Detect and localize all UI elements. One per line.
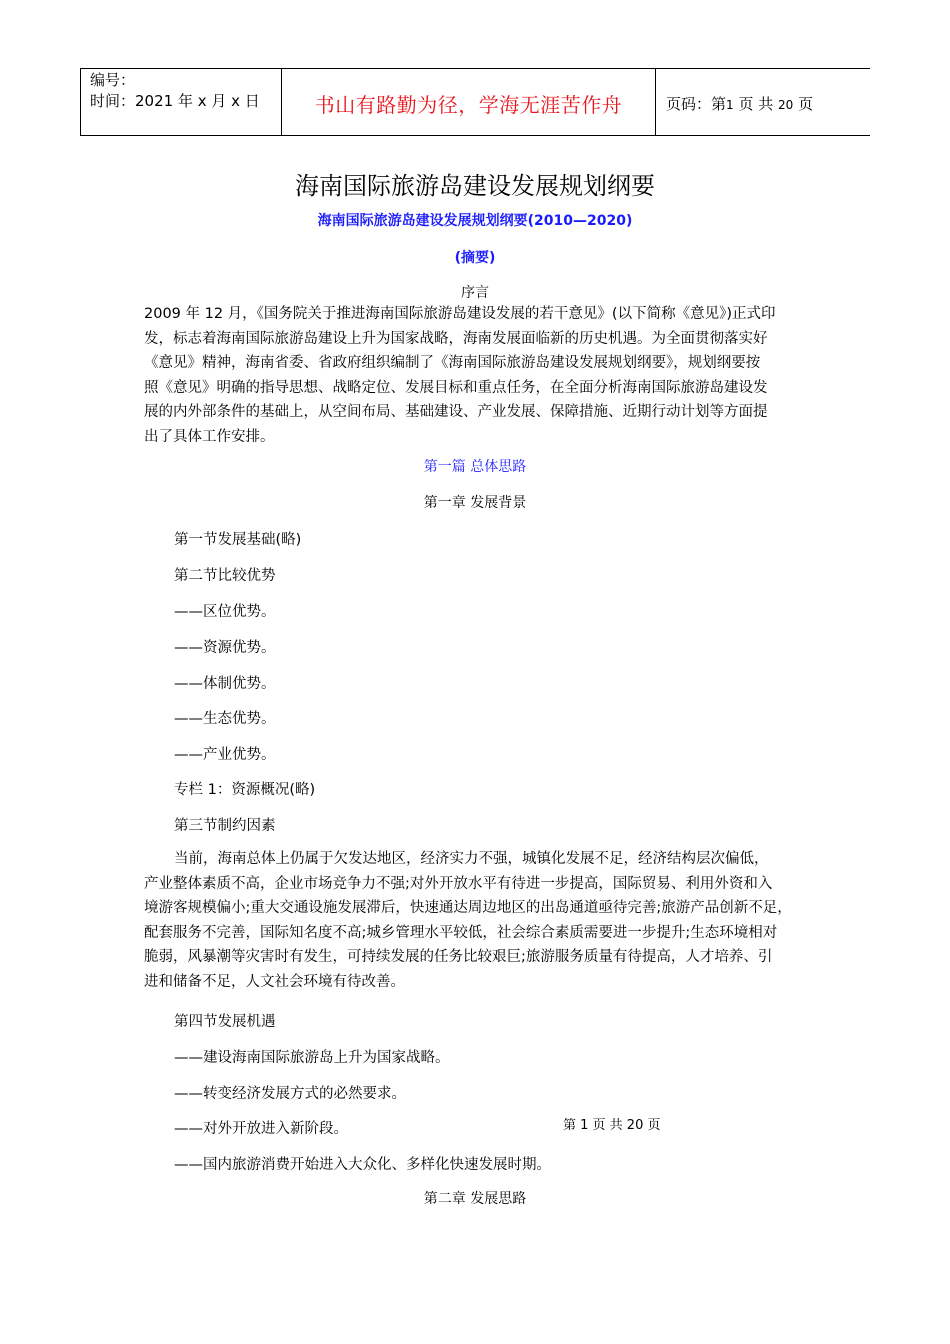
advantage-item: ——区位优势。 bbox=[174, 604, 276, 620]
section-heading: 第三节制约因素 bbox=[174, 818, 276, 834]
preface-line: 照《意见》明确的指导思想、战略定位、发展目标和重点任务，在全面分析海南国际旅游岛建设发 bbox=[144, 379, 768, 396]
opportunity-item: ——对外开放进入新阶段。 bbox=[174, 1121, 348, 1137]
document-number-label: 编号： bbox=[90, 71, 136, 89]
chapter1-heading: 第一章 发展背景 bbox=[423, 495, 527, 511]
advantage-item: ——产业优势。 bbox=[174, 747, 276, 763]
section-heading: 第二节比较优势 bbox=[174, 568, 276, 584]
footer-page-number: 第 1 页 共 20 页 bbox=[563, 1118, 661, 1133]
preface-line: 《意见》精神，海南省委、省政府组织编制了《海南国际旅游岛建设发展规划纲要》，规划纲要按 bbox=[144, 355, 761, 371]
constraints-line: 配套服务不完善，国际知名度不高;城乡管理水平较低，社会综合素质需要进一步提升;生态环境相对 bbox=[144, 924, 778, 941]
column-note: 专栏 1：资源概况(略) bbox=[174, 782, 316, 798]
header-motto-cell bbox=[282, 69, 656, 135]
document-time-label: 时间：2021 年 x 月 x 日 bbox=[90, 92, 260, 110]
constraints-line: 境游客规模偏小;重大交通设施发展滞后，快速通达周边地区的出岛通道亟待完善;旅游产品创新不足， bbox=[144, 900, 792, 916]
section-heading: 第一节发展基础(略) bbox=[174, 532, 302, 548]
constraints-line: 脆弱，风暴潮等灾害时有发生，可持续发展的任务比较艰巨;旅游服务质量有待提高，人才培养、引 bbox=[144, 949, 773, 965]
page-code-mid: 页 共 bbox=[738, 95, 774, 113]
page-code-current: 1 bbox=[726, 98, 734, 112]
advantage-item: ——生态优势。 bbox=[174, 711, 276, 727]
page-code-prefix: 页码：第 bbox=[666, 95, 727, 113]
preface-line: 展的内外部条件的基础上，从空间布局、基础建设、产业发展、保障措施、近期行动计划等方面提 bbox=[144, 404, 768, 420]
constraints-line: 进和储备不足，人文社会环境有待改善。 bbox=[144, 973, 405, 990]
preface-paragraph bbox=[144, 302, 776, 449]
opportunity-item: ——国内旅游消费开始进入大众化、多样化快速发展时期。 bbox=[174, 1157, 551, 1173]
constraints-line: 产业整体素质不高，企业市场竞争力不强;对外开放水平有待进一步提高，国际贸易、利用外资和入 bbox=[144, 875, 773, 892]
preface-line: 发，标志着海南国际旅游岛建设上升为国家战略，海南发展面临新的历史机遇。为全面贯彻落实好 bbox=[144, 330, 768, 347]
preface-line: 出了具体工作安排。 bbox=[144, 428, 275, 445]
header-page-cell bbox=[656, 69, 870, 135]
part1-heading: 第一篇 总体思路 bbox=[423, 459, 527, 475]
preface-line: 2009 年 12 月，《国务院关于推进海南国际旅游岛建设发展的若干意见》(以下简称《意见》)正式印 bbox=[144, 306, 776, 322]
constraints-line: 当前，海南总体上仍属于欠发达地区，经济实力不强，城镇化发展不足，经济结构层次偏低， bbox=[174, 851, 769, 867]
document-subtitle: 海南国际旅游岛建设发展规划纲要(2010—2020) bbox=[317, 213, 633, 229]
section-heading: 第四节发展机遇 bbox=[174, 1014, 276, 1030]
advantage-item: ——资源优势。 bbox=[174, 640, 276, 656]
page-code-total: 20 bbox=[778, 98, 794, 112]
header-meta-cell bbox=[81, 69, 282, 135]
page-title: 海南国际旅游岛建设发展规划纲要 bbox=[295, 172, 655, 200]
motto-text: 书山有路勤为径，学海无涯苦作舟 bbox=[314, 93, 623, 117]
chapter2-heading: 第二章 发展思路 bbox=[423, 1191, 527, 1207]
page-code bbox=[666, 93, 813, 114]
opportunity-item: ——建设海南国际旅游岛上升为国家战略。 bbox=[174, 1050, 450, 1066]
advantage-item: ——体制优势。 bbox=[174, 676, 276, 692]
constraints-paragraph bbox=[144, 847, 792, 994]
document-header bbox=[80, 68, 870, 136]
opportunity-item: ——转变经济发展方式的必然要求。 bbox=[174, 1086, 406, 1102]
page-code-suffix: 页 bbox=[798, 95, 814, 113]
abstract-label: (摘要) bbox=[454, 250, 496, 266]
preface-heading: 序言 bbox=[461, 285, 489, 301]
